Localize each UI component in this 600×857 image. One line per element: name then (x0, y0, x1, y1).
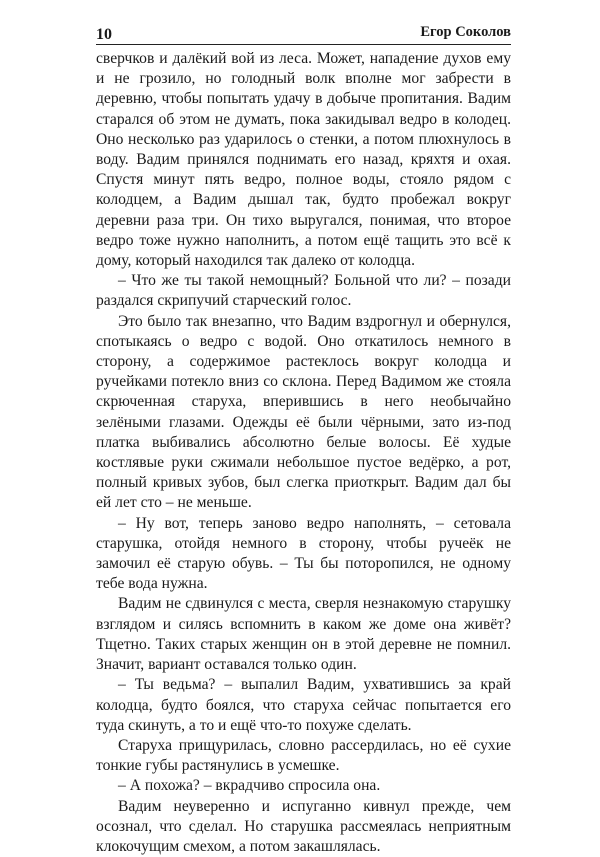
book-page (96, 18, 511, 857)
paragraph: – Ну вот, теперь заново ведро наполнять, – сетовала старушка, отойдя немного в сторону, чтобы ручеёк не замочил её старую обувь. – Ты бы поторопился, не одному тебе вода нужна. (96, 514, 511, 593)
page-header (96, 18, 511, 45)
paragraph: Старуха прищурилась, словно рассердилась, но её сухие тонкие губы растянулись в усмешке. (96, 736, 511, 775)
body-text (96, 49, 511, 857)
page-number: 10 (96, 26, 112, 43)
paragraph: – Что же ты такой немощный? Больной что ли? – позади раздался скрипучий старческий голос. (96, 272, 511, 310)
paragraph: Вадим неуверенно и испуганно кивнул прежде, чем осознал, что сделал. Но старушка рассмеялась неприятным клокочущим смехом, а потом закашлялась. (96, 797, 511, 855)
author-running-head: Егор Соколов (420, 24, 511, 40)
paragraph: Это было так внезапно, что Вадим вздрогнул и обернулся, спотыкаясь о ведро с водой. Оно откатилось немного в сторону, а содержимое растеклось вокруг колодца и ручейками потекло вниз со склона. Перед Вадимом же стояла скрюченная старуха, вперившись в него необычайно зелёными глазами. Одежды её были чёрными, зато из-под платка выбивались абсолютно белые волосы. Её худые костлявые руки сжимали небольшое пустое ведёрко, а рот, полный кривых зубов, был слегка приоткрыт. Вадим дал бы ей лет сто – не меньше. (96, 312, 511, 512)
paragraph: Вадим не сдвинулся с места, сверля незнакомую старушку взглядом и силясь вспомнить в каком же доме она живёт? Тщетно. Таких старых женщин он в этой деревне не помнил. Значит, вариант оставался только один. (96, 595, 511, 674)
paragraph: сверчков и далёкий вой из леса. Может, нападение духов ему и не грозило, но голодный волк вполне мог забрести в деревню, чтобы попытать удачу в добыче пропитания. Вадим старался об этом не думать, пока закидывал ведро в колодец. Оно несколько раз ударилось о стенки, а потом плюхнулось в воду. Вадим принялся поднимать его назад, кряхтя и охая. Спустя минут пять ведро, полное воды, стояло рядом с колодцем, а Вадим дышал так, будто пробежал вокруг деревни раза три. Он тихо выругался, понимая, что второе ведро тоже нужно наполнить, а потом ещё тащить это всё к дому, который находился так далеко от колодца. (96, 50, 511, 270)
paragraph: – Ты ведьма? – выпалил Вадим, ухватившись за край колодца, будто боялся, что старуха сейчас попытается его туда скинуть, а то и ещё что-то похуже сделать. (96, 676, 511, 734)
paragraph: – А похожа? – вкрадчиво спросила она. (118, 777, 381, 795)
